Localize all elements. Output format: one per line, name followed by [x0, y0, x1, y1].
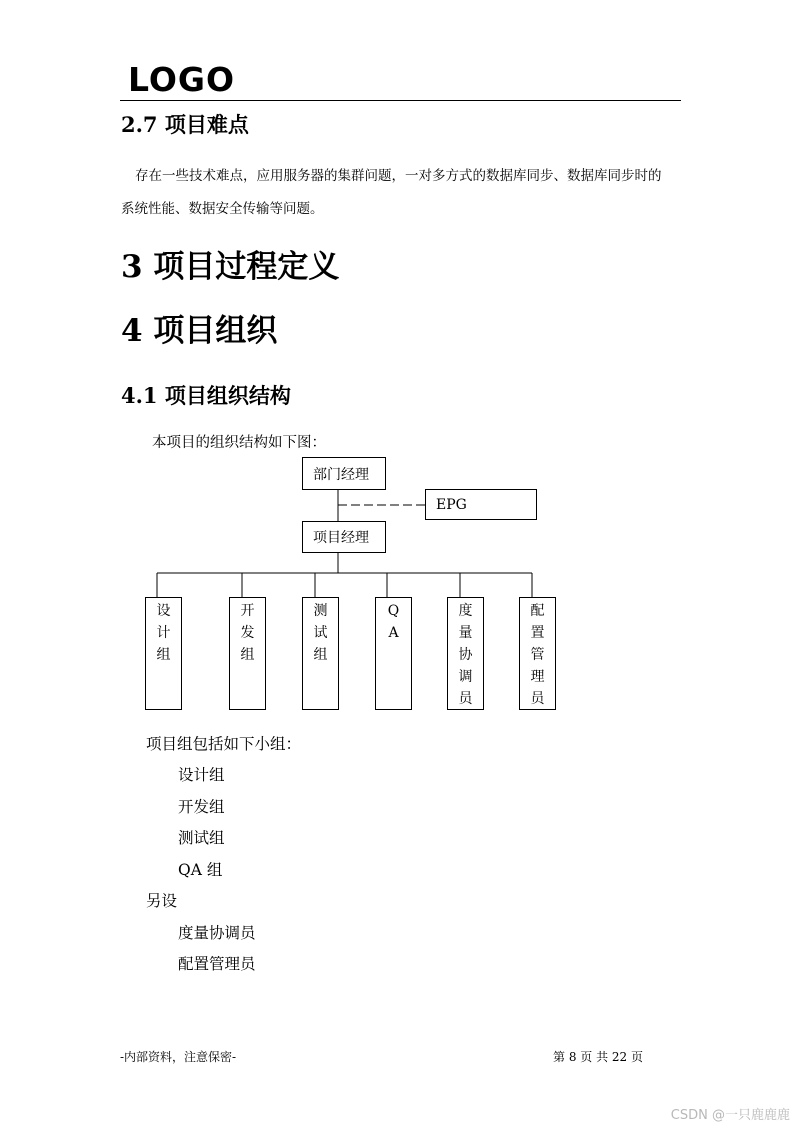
team-char: A	[388, 625, 399, 641]
department-manager-box	[302, 457, 386, 490]
epg-box	[425, 489, 537, 520]
org-chart-intro: 本项目的组织结构如下图：	[152, 435, 326, 451]
team-char: 计	[156, 625, 171, 641]
team-char: 员	[530, 691, 545, 707]
team-box-development	[229, 597, 266, 710]
watermark: CSDN @一只鹿鹿鹿	[670, 1108, 790, 1123]
team-char: 发	[240, 625, 255, 641]
team-char: 设	[156, 603, 171, 619]
list-item: QA 组	[178, 861, 223, 879]
project-manager-label: 项目经理	[313, 530, 369, 546]
department-manager-label: 部门经理	[313, 466, 369, 483]
team-box-design	[145, 597, 182, 710]
team-char: Q	[387, 603, 400, 619]
list-item: 设计组	[178, 766, 225, 784]
paragraph-line-2: 系统性能、数据安全传输等问题。	[121, 201, 324, 217]
team-char: 理	[530, 669, 545, 685]
team-char: 组	[240, 647, 255, 663]
section-4-heading: 4 项目组织	[121, 313, 278, 349]
logo: LOGO	[128, 60, 236, 99]
team-list-intro: 项目组包括如下小组：	[146, 735, 302, 753]
team-box-config-manager	[519, 597, 556, 710]
team-char: 组	[156, 647, 171, 663]
list-item: 配置管理员	[178, 955, 256, 973]
epg-label: EPG	[436, 496, 467, 513]
extra-label: 另设	[146, 892, 178, 910]
section-4-1-heading: 4.1 项目组织结构	[121, 383, 291, 408]
team-char: 管	[530, 647, 545, 663]
footer-page-number: 第 8 页 共 22 页	[553, 1050, 643, 1064]
list-item: 开发组	[178, 798, 225, 816]
team-char: 测	[313, 603, 328, 619]
team-box-qa	[375, 597, 412, 710]
footer-confidential: -内部资料，注意保密-	[120, 1050, 237, 1064]
team-char: 协	[458, 647, 473, 663]
section-2-7-heading: 2.7 项目难点	[121, 112, 249, 137]
list-item: 度量协调员	[178, 924, 256, 942]
team-char: 员	[458, 691, 473, 707]
list-item: 测试组	[178, 829, 225, 847]
team-char: 开	[240, 603, 255, 619]
team-box-metrics-coordinator	[447, 597, 484, 710]
paragraph-line-1: 存在一些技术难点，应用服务器的集群问题，一对多方式的数据库同步、数据库同步时的	[135, 168, 662, 184]
team-char: 调	[458, 669, 473, 685]
team-char: 试	[313, 625, 328, 641]
team-char: 度	[458, 603, 473, 619]
team-char: 置	[530, 625, 545, 641]
team-box-testing	[302, 597, 339, 710]
team-char: 配	[530, 603, 545, 619]
section-3-heading: 3 项目过程定义	[121, 249, 340, 285]
project-manager-box	[302, 521, 386, 553]
team-char: 量	[458, 625, 473, 641]
team-char: 组	[313, 647, 328, 663]
